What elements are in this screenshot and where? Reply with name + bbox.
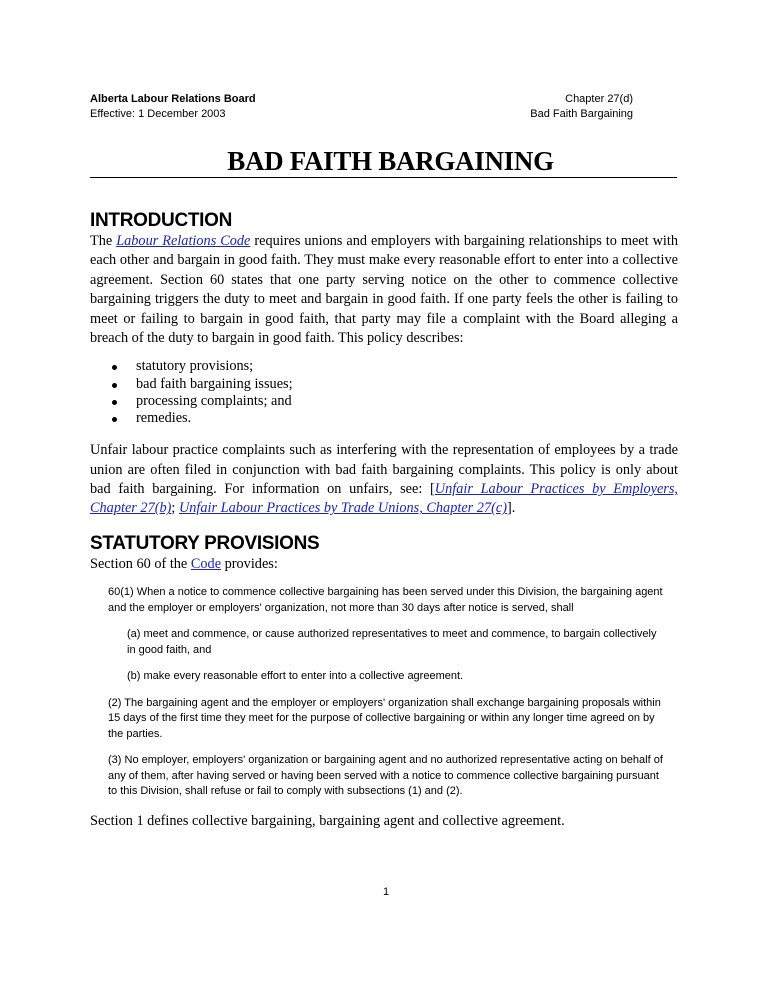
list-item: [90, 358, 678, 375]
text-run: requires unions and employers with bargaining relationships to meet with each other and bargain in good faith. They must make every reasonable effort to enter into a collective agreement. Section 60 states that one party serving notice on the other to commence collective bargaining triggers the duty to meet and bargain in good faith. If one party feels the other is failing to meet or failing to bargain in good faith, that party may file a complaint with the Board alleging a breach of the duty to bargain in good faith. This policy describes:: [90, 233, 678, 347]
document-title: BAD FAITH BARGAINING: [227, 146, 554, 176]
text-run: ].: [506, 500, 516, 517]
subsection-60-3: (3) No employer, employers' organization or bargaining agent and no authorized representative acting on behalf of any of them, after having served or having been served with a notice to commence collective bargaining pursuant to this Division, shall refuse or fail to comply with subsections (1) and (2).: [108, 754, 663, 798]
text-run: The: [90, 233, 117, 249]
text-run: provides:: [221, 555, 278, 572]
text-run: ;: [171, 500, 179, 517]
unfairs-paragraph: [90, 441, 678, 519]
organization-name: Alberta Labour Relations Board: [90, 93, 256, 105]
document-body: [90, 210, 678, 831]
statutory-provisions-heading: STATUTORY PROVISIONS: [90, 532, 320, 554]
introduction-paragraph: [90, 232, 678, 348]
bullet-icon: [112, 383, 117, 388]
text-run: Unfair labour practice complaints such as interfering with the representation of employees by a trade union are often filed in conjunction with bad faith bargaining complaints. This policy is only about bad faith bargaining. For information on unfairs, see: [: [90, 442, 678, 498]
code-link[interactable]: Code: [190, 555, 222, 572]
list-item: [90, 376, 678, 393]
list-item-text: bad faith bargaining issues;: [136, 375, 293, 392]
list-item: [90, 393, 678, 410]
bullet-icon: [112, 400, 117, 405]
section-60-quote: [108, 585, 663, 800]
chapter-number: Chapter 27(d): [565, 93, 633, 105]
clause-60-1-a: (a) meet and commence, or cause authorized representatives to meet and commence, to bargain collectively in good faith, and: [127, 628, 657, 656]
unfair-practices-unions-link[interactable]: Unfair Labour Practices by Trade Unions, Chapter 27(c): [178, 500, 507, 517]
chapter-title: Bad Faith Bargaining: [530, 108, 633, 120]
clause-60-1-b: (b) make every reasonable effort to enter into a collective agreement.: [127, 670, 464, 683]
policy-topics-list: [90, 358, 678, 427]
bullet-icon: [112, 417, 117, 422]
text-run: Section 60 of the: [90, 555, 191, 572]
title-rule: [90, 145, 677, 178]
introduction-heading: INTRODUCTION: [90, 210, 233, 231]
list-item: [90, 410, 678, 427]
bullet-icon: [112, 365, 117, 370]
list-item-text: processing complaints; and: [136, 392, 292, 409]
subsection-60-2: (2) The bargaining agent and the employer or employers' organization shall exchange bargaining proposals within 15 days of the first time they meet for the purpose of collective bargaining or within any longer time agreed on by the parties.: [108, 696, 661, 740]
subsection-60-1: 60(1) When a notice to commence collective bargaining has been served under this Division, the bargaining agent and the employer or employers' organization, not more than 30 days after notice is served, shall: [108, 586, 663, 614]
list-item-text: statutory provisions;: [136, 358, 254, 375]
page-number: 1: [382, 886, 390, 898]
statutory-intro: [90, 555, 678, 574]
effective-date: Effective: 1 December 2003: [90, 108, 226, 120]
list-item-text: remedies.: [136, 410, 192, 427]
page-header: [90, 92, 633, 122]
labour-relations-code-link[interactable]: Labour Relations Code: [116, 233, 251, 249]
section-1-definitions: Section 1 defines collective bargaining, bargaining agent and collective agreement.: [90, 812, 565, 829]
unfair-practices-employers-link[interactable]: Unfair Labour Practices by Employers, Chapter 27(b): [90, 481, 679, 517]
